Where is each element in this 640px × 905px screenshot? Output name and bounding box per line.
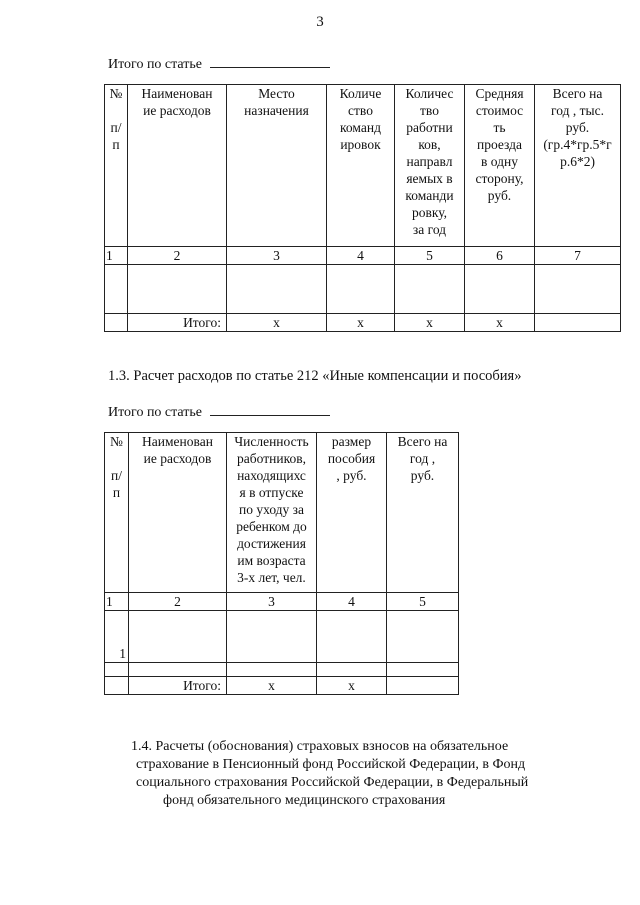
table-cell	[227, 265, 327, 314]
section1-numbers-row	[105, 247, 621, 265]
table-cell: 2	[129, 593, 227, 611]
section3-line-4: фонд обязательного медицинского страхования	[163, 793, 446, 808]
table-cell: 1	[105, 593, 129, 611]
page-number: 3	[316, 14, 324, 30]
total-label-cell: Итого:	[129, 677, 227, 695]
table-cell	[227, 611, 317, 663]
s2-col-total-header: Всего на год , руб.	[387, 433, 459, 593]
table-cell: x	[465, 314, 535, 332]
table-cell	[535, 265, 621, 314]
table-cell	[317, 663, 387, 677]
table-cell: 3	[227, 247, 327, 265]
section1-total-label: Итого по статье	[108, 57, 203, 72]
table-cell	[465, 265, 535, 314]
table-cell: 5	[387, 593, 459, 611]
section2-numbers-row	[105, 593, 459, 611]
table-cell	[395, 265, 465, 314]
table-cell	[535, 314, 621, 332]
section2-total-blank	[210, 402, 330, 416]
s2-col-expense-name-header: Наименован ие расходов	[129, 433, 227, 593]
section3-line-2: страхование в Пенсионный фонд Российской Федерации, в Фонд	[136, 757, 526, 772]
section1-total-blank	[210, 54, 330, 68]
section1-table	[104, 84, 621, 332]
s1-col-trips-header: Количе ство команд ировок	[327, 85, 395, 247]
section1-data-row	[105, 265, 621, 314]
table-cell	[387, 663, 459, 677]
table-cell	[227, 663, 317, 677]
table-cell: 7	[535, 247, 621, 265]
table-cell: 2	[128, 247, 227, 265]
section1-total-row	[105, 314, 621, 332]
table-cell: 4	[317, 593, 387, 611]
section2-total-line	[108, 402, 330, 421]
section2-header-row	[105, 433, 459, 593]
table-cell: 6	[465, 247, 535, 265]
table-cell: 4	[327, 247, 395, 265]
section1-total-line	[108, 54, 330, 73]
table-cell	[128, 265, 227, 314]
s1-col-number-header: № п/ п	[105, 85, 128, 247]
table-cell	[105, 663, 129, 677]
table-cell	[327, 265, 395, 314]
total-label-cell: Итого:	[128, 314, 227, 332]
s1-col-expense-name-header: Наименован ие расходов	[128, 85, 227, 247]
table-cell: x	[395, 314, 465, 332]
table-cell: x	[317, 677, 387, 695]
table-cell	[129, 611, 227, 663]
section2-table	[104, 432, 459, 695]
table-cell: x	[327, 314, 395, 332]
s2-col-number-header: № п/ п	[105, 433, 129, 593]
table-cell	[105, 314, 128, 332]
s2-col-benefit-size-header: размер пособия , руб.	[317, 433, 387, 593]
table-cell: x	[227, 314, 327, 332]
section3-line-1: 1.4. Расчеты (обоснования) страховых взносов на обязательное	[131, 739, 509, 754]
s1-col-workers-header: Количес тво работни ков, направл яемых в команди ровку, за год	[395, 85, 465, 247]
table-cell: 5	[395, 247, 465, 265]
table-cell	[317, 611, 387, 663]
table-cell: 1	[105, 247, 128, 265]
table-cell: 3	[227, 593, 317, 611]
s1-col-total-header: Всего на год , тыс. руб. (гр.4*гр.5*г р.6*2)	[535, 85, 621, 247]
s1-col-avg-cost-header: Средняя стоимос ть проезда в одну сторону, руб.	[465, 85, 535, 247]
table-cell	[105, 677, 129, 695]
table-cell	[105, 265, 128, 314]
s2-col-employees-header: Численность работников, находящихс я в отпуске по уходу за ребенком до достижения им возраста 3-х лет, чел.	[227, 433, 317, 593]
table-cell: 1	[105, 611, 129, 663]
s1-col-destination-header: Место назначения	[227, 85, 327, 247]
section1-header-row	[105, 85, 621, 247]
section3-line-3: социального страхования Российской Федерации, в Федеральный	[136, 775, 529, 790]
table-cell	[387, 677, 459, 695]
section2-total-row	[105, 677, 459, 695]
table-cell: x	[227, 677, 317, 695]
table-cell	[387, 611, 459, 663]
section2-data-row	[105, 611, 459, 663]
table-cell	[129, 663, 227, 677]
section2-heading: 1.3. Расчет расходов по статье 212 «Иные компенсации и пособия»	[108, 368, 522, 384]
section2-empty-row	[105, 663, 459, 677]
section2-total-label: Итого по статье	[108, 405, 203, 420]
